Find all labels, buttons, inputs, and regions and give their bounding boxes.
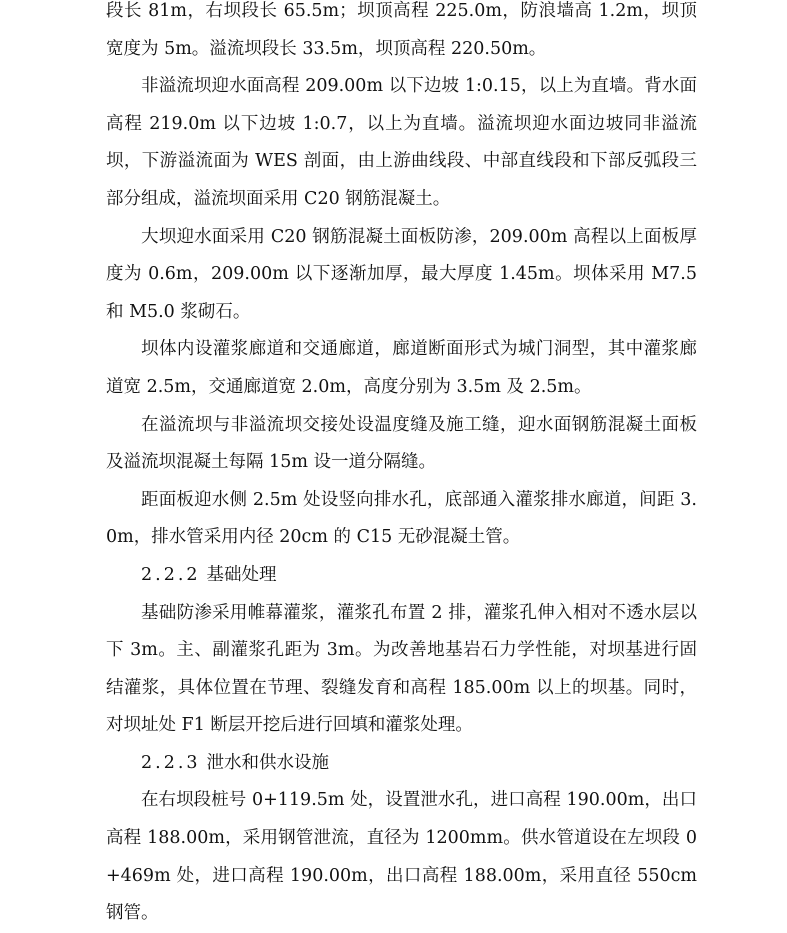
paragraph-dam-slopes: 非溢流坝迎水面高程 209.00m 以下边坡 1:0.15，以上为直墙。背水面高程 219.0m 以下边坡 1:0.7，以上为直墙。溢流坝迎水面边坡同非溢流坝，下游溢流面为 WES 剖面，由上游曲线段、中部直线段和下部反弧段三部分组成，溢流坝面采用 C20 钢筋混凝土。 [106,76,697,209]
document-body [106,0,697,933]
paragraph-joints: 在溢流坝与非溢流坝交接处设温度缝及施工缝，迎水面钢筋混凝土面板及溢流坝混凝土每隔 15m 设一道分隔缝。 [106,414,697,473]
paragraph-foundation-treatment: 基础防渗采用帷幕灌浆，灌浆孔布置 2 排，灌浆孔伸入相对不透水层以下 3m。主、副灌浆孔距为 3m。为改善地基岩石力学性能，对坝基进行固结灌浆，具体位置在节理、裂缝发育和高程 185.00m 以上的坝基。同时，对坝址处 F1 断层开挖后进行回填和灌浆处理。 [106,602,697,736]
section-number: 2.2.2 [141,564,201,585]
section-number: 2.2.3 [141,752,201,773]
section-heading-outlet-supply [106,745,697,783]
paragraph-galleries: 坝体内设灌浆廊道和交通廊道，廊道断面形式为城门洞型，其中灌浆廊道宽 2.5m，交通廊道宽 2.0m，高度分别为 3.5m 及 2.5m。 [106,339,697,397]
paragraph-facing-slab: 大坝迎水面采用 C20 钢筋混凝土面板防渗，209.00m 高程以上面板厚度为 0.6m，209.00m 以下逐渐加厚，最大厚度 1.45m。坝体采用 M7.5 和 M5.0 浆砌石。 [106,226,697,322]
paragraph-dam-segments: 段长 81m，右坝段长 65.5m；坝顶高程 225.0m，防浪墙高 1.2m，坝顶宽度为 5m。溢流坝段长 33.5m，坝顶高程 220.50m。 [106,1,697,59]
section-title: 泄水和供水设施 [206,752,330,773]
section-title: 基础处理 [206,564,277,585]
paragraph-drainage: 距面板迎水侧 2.5m 处设竖向排水孔，底部通入灌浆排水廊道，间距 3.0m，排水管采用内径 20cm 的 C15 无砂混凝土管。 [106,489,697,548]
section-heading-foundation [106,557,697,595]
paragraph-outlet-supply: 在右坝段桩号 0+119.5m 处，设置泄水孔，进口高程 190.00m，出口高程 188.00m，采用钢管泄流，直径为 1200mm。供水管道设在左坝段 0+469m 处，进口高程 190.00m，出口高程 188.00m，采用直径 550cm 钢管。 [106,790,697,924]
